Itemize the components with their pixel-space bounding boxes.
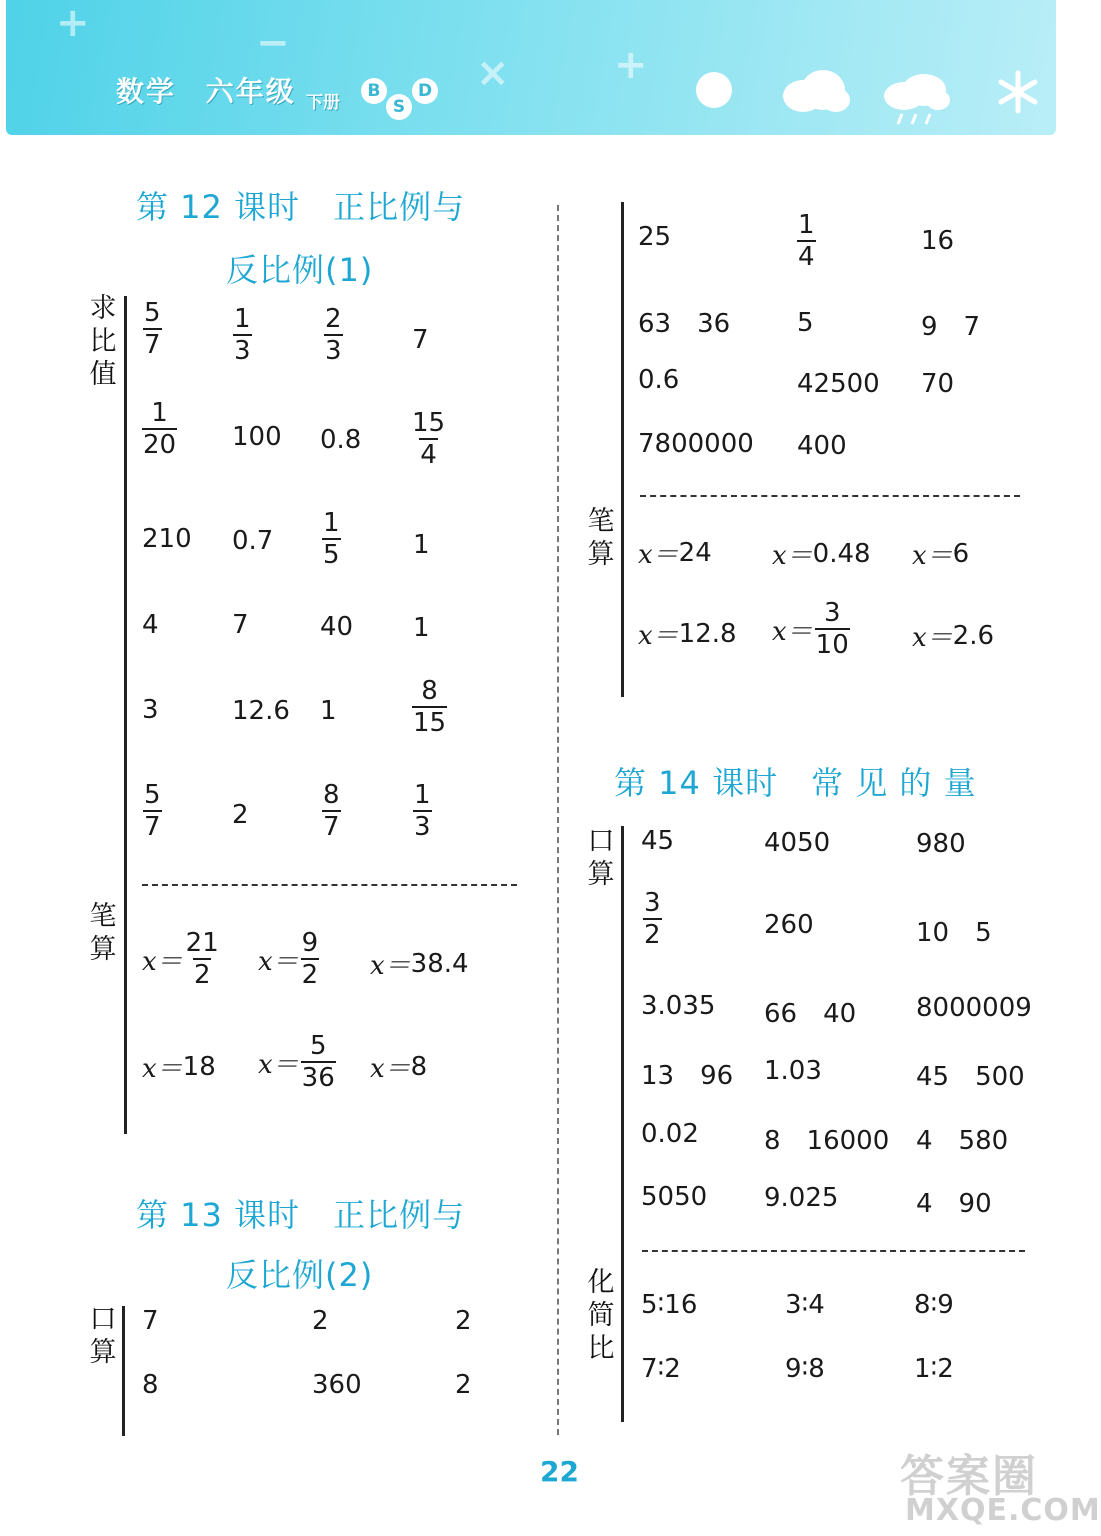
equation-answer: x＝ $\frac{9}{2}$ xyxy=(258,928,319,990)
cloud-icon xyxy=(781,68,851,114)
rain-cloud-icon xyxy=(882,72,952,128)
label-char: 口 xyxy=(587,826,615,857)
answer-value: 16 xyxy=(921,226,955,256)
label-kousuan xyxy=(584,825,618,891)
fraction: $\frac{1}{3}$ xyxy=(234,304,251,366)
answer-value: 63 36 xyxy=(638,309,731,339)
answer-value: 4 xyxy=(142,610,159,640)
label-char: 笔 xyxy=(89,901,117,932)
answer-value: 9 7 xyxy=(921,312,981,342)
label-kousuan xyxy=(86,1303,120,1369)
plus-decoration-icon: + xyxy=(614,42,648,88)
fraction: $\frac{1}{3}$ xyxy=(414,780,431,842)
answer-value: 0.8 xyxy=(320,425,362,455)
subject-label: 数学 xyxy=(116,75,177,108)
answer-value: 5050 xyxy=(641,1182,708,1212)
answer-value: 8000009 xyxy=(916,993,1032,1023)
watermark-logo: 答案圈 xyxy=(900,1451,1038,1502)
ratio-answer: 1∶2 xyxy=(914,1354,954,1384)
answer-value: 12.6 xyxy=(232,696,290,726)
answer-value: 1 xyxy=(413,613,430,643)
minus-decoration-icon: − xyxy=(256,20,290,66)
answer-value: 3.035 xyxy=(641,991,716,1021)
grade-label: 六年级 xyxy=(205,75,296,108)
lesson12-title-line2: 反比例(1) xyxy=(226,251,374,289)
lesson14-title: 第 14 课时 常 见 的 量 xyxy=(614,764,977,802)
section-separator xyxy=(640,495,1020,497)
answer-value: 100 xyxy=(232,422,282,452)
equation-answer: x＝ 38.4 xyxy=(370,948,469,981)
label-qiubizhi xyxy=(86,292,120,391)
equation-answer: x＝ 12.8 xyxy=(638,618,737,651)
fraction: $\frac{15}{4}$ xyxy=(412,408,446,470)
label-char: 简 xyxy=(587,1300,615,1331)
ratio-answer: 5∶16 xyxy=(641,1290,698,1320)
equation-answer: x＝ $\frac{5}{36}$ xyxy=(258,1031,335,1093)
answer-value: 13 96 xyxy=(641,1061,734,1091)
ratio-answer: 9∶8 xyxy=(785,1354,825,1384)
answer-value: 2 xyxy=(455,1370,472,1400)
equation-answer: x＝ 0.48 xyxy=(772,538,871,571)
answer-value: 4050 xyxy=(764,828,831,858)
publisher-letter-b: B xyxy=(361,78,387,104)
column-divider xyxy=(557,205,559,1435)
answer-value: 45 xyxy=(641,826,675,856)
answer-value: 260 xyxy=(764,910,814,940)
answer-value: 45 500 xyxy=(916,1062,1025,1092)
times-decoration-icon: × xyxy=(476,50,510,96)
answer-value: 66 40 xyxy=(764,999,857,1029)
page-header xyxy=(6,0,1056,135)
lesson12-title-line1: 第 12 课时 正比例与 xyxy=(136,188,466,226)
fraction: $\frac{5}{7}$ xyxy=(144,298,161,360)
fraction: $\frac{5}{7}$ xyxy=(144,780,161,842)
page-number: 22 xyxy=(540,1455,579,1488)
label-bisuan xyxy=(86,900,120,966)
label-char: 值 xyxy=(89,359,117,390)
label-char: 比 xyxy=(587,1333,615,1364)
answer-value: 2 xyxy=(312,1306,329,1336)
label-char: 算 xyxy=(89,1337,117,1368)
equation-answer: x＝ 2.6 xyxy=(912,620,995,653)
answer-value: 980 xyxy=(916,829,966,859)
equation-answer: x＝ 24 xyxy=(638,537,712,570)
watermark-url: MXQE.COM xyxy=(905,1493,1101,1528)
fraction: $\frac{1}{4}$ xyxy=(798,210,815,272)
equation-answer: x＝ $\frac{3}{10}$ xyxy=(772,598,849,660)
sun-icon xyxy=(694,70,734,110)
publisher-letter-d: D xyxy=(412,78,438,104)
answer-value: 8 xyxy=(142,1370,159,1400)
label-char: 化 xyxy=(587,1267,615,1298)
answer-value: 210 xyxy=(142,524,192,554)
answer-value: 7 xyxy=(232,610,249,640)
answer-value: 1.03 xyxy=(764,1056,822,1086)
lesson12-vertical-rule xyxy=(124,296,127,1134)
answer-value: 3 xyxy=(142,695,159,725)
answer-value: 70 xyxy=(921,369,955,399)
answer-value: 42500 xyxy=(797,369,880,399)
lesson13-cont-vertical-rule xyxy=(621,202,624,697)
fraction: $\frac{1}{20}$ xyxy=(143,398,177,460)
label-char: 比 xyxy=(89,326,117,357)
plus-decoration-icon: + xyxy=(56,0,90,46)
ratio-answer: 7∶2 xyxy=(641,1354,681,1384)
equation-answer: x＝ 8 xyxy=(370,1051,428,1084)
equation-answer: x＝ 6 xyxy=(912,538,970,571)
lesson13-title-line1: 第 13 课时 正比例与 xyxy=(136,1196,466,1234)
answer-value: 4 90 xyxy=(916,1189,992,1219)
label-huajianbi xyxy=(584,1266,618,1365)
answer-value: 40 xyxy=(320,612,354,642)
header-subject xyxy=(116,70,296,110)
answer-value: 2 xyxy=(455,1306,472,1336)
ratio-answer: 3∶4 xyxy=(785,1290,825,1320)
equation-answer: x＝ $\frac{21}{2}$ xyxy=(142,928,219,990)
fraction: $\frac{1}{5}$ xyxy=(323,508,340,570)
answer-value: 25 xyxy=(638,222,672,252)
answer-value: 0.7 xyxy=(232,526,274,556)
answer-value: 4 580 xyxy=(916,1126,1009,1156)
answer-value: 9.025 xyxy=(764,1183,839,1213)
label-char: 求 xyxy=(89,293,117,324)
answer-value: 2 xyxy=(232,800,249,830)
snowflake-icon xyxy=(996,70,1040,114)
answer-value: 7800000 xyxy=(638,429,754,459)
answer-value: 0.6 xyxy=(638,365,680,395)
volume-label: 下册 xyxy=(306,93,340,113)
answer-value: 5 xyxy=(797,308,814,338)
answer-value: 400 xyxy=(797,431,847,461)
label-char: 口 xyxy=(89,1304,117,1335)
section-separator xyxy=(142,884,517,886)
answer-value: 8 16000 xyxy=(764,1126,890,1156)
fraction: $\frac{3}{2}$ xyxy=(644,888,661,950)
fraction: $\frac{2}{3}$ xyxy=(325,304,342,366)
answer-value: 1 xyxy=(413,530,430,560)
lesson13-title-line2: 反比例(2) xyxy=(226,1256,374,1294)
label-char: 笔 xyxy=(587,506,615,537)
equation-answer: x＝ 18 xyxy=(142,1051,216,1084)
section-separator xyxy=(642,1250,1025,1252)
label-char: 算 xyxy=(587,539,615,570)
answer-value: 0.02 xyxy=(641,1119,699,1149)
answer-value: 10 5 xyxy=(916,918,992,948)
fraction: $\frac{8}{7}$ xyxy=(323,780,340,842)
publisher-letter-s: S xyxy=(386,94,412,120)
answer-value: 360 xyxy=(312,1370,362,1400)
label-bisuan xyxy=(584,505,618,571)
label-char: 算 xyxy=(89,934,117,965)
fraction: $\frac{8}{15}$ xyxy=(413,676,447,738)
lesson13-vertical-rule xyxy=(122,1306,125,1436)
ratio-answer: 8∶9 xyxy=(914,1290,954,1320)
answer-value: 7 xyxy=(412,325,429,355)
lesson14-vertical-rule xyxy=(621,826,624,1422)
answer-value: 7 xyxy=(142,1306,159,1336)
label-char: 算 xyxy=(587,859,615,890)
answer-value: 1 xyxy=(320,696,337,726)
